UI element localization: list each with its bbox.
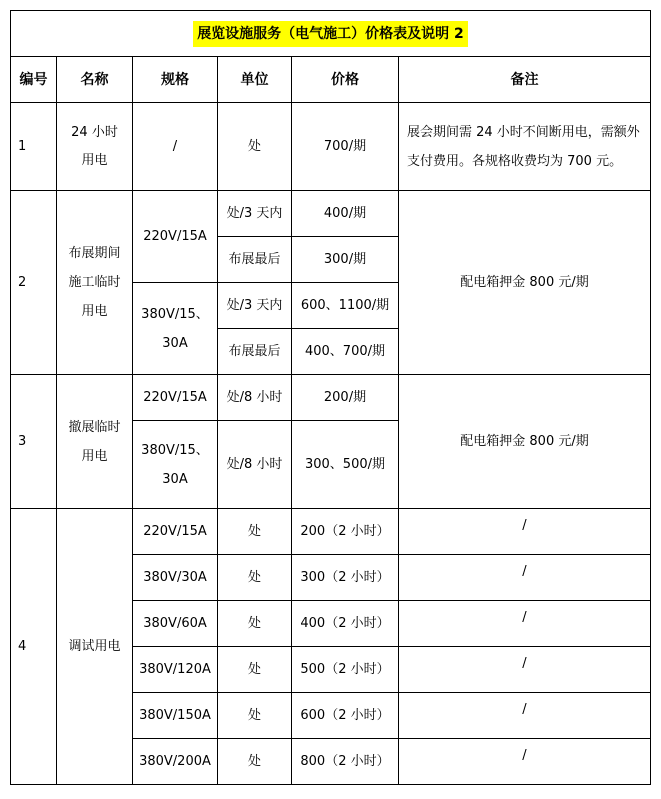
row4-price: 600（2 小时）	[292, 693, 399, 739]
row4-price: 500（2 小时）	[292, 647, 399, 693]
row3-note: 配电箱押金 800 元/期	[399, 375, 651, 509]
header-unit: 单位	[218, 57, 292, 103]
row4-spec: 380V/60A	[133, 601, 218, 647]
row4-price: 200（2 小时）	[292, 509, 399, 555]
table-title: 展览设施服务（电气施工）价格表及说明 2	[193, 21, 468, 47]
row4-note: /	[399, 555, 651, 601]
row4-price: 300（2 小时）	[292, 555, 399, 601]
row2-note: 配电箱押金 800 元/期	[399, 191, 651, 375]
row4-unit: 处	[218, 739, 292, 785]
row2-unit3: 处/3 天内	[218, 283, 292, 329]
row4-note: /	[399, 739, 651, 785]
row4-note: /	[399, 693, 651, 739]
row2-unit1: 处/3 天内	[218, 191, 292, 237]
row3-price1: 200/期	[292, 375, 399, 421]
row2-no: 2	[11, 191, 57, 375]
row2-price1: 400/期	[292, 191, 399, 237]
table-row	[11, 509, 651, 555]
row1-price: 700/期	[292, 103, 399, 191]
row4-unit: 处	[218, 509, 292, 555]
header-price: 价格	[292, 57, 399, 103]
row2-price4: 400、700/期	[292, 329, 399, 375]
row1-unit: 处	[218, 103, 292, 191]
row4-note: /	[399, 601, 651, 647]
row1-note: 展会期间需 24 小时不间断用电，需额外支付费用。各规格收费均为 700 元。	[399, 103, 651, 191]
header-note: 备注	[399, 57, 651, 103]
header-no: 编号	[11, 57, 57, 103]
row3-no: 3	[11, 375, 57, 509]
row2-spec2: 380V/15、 30A	[133, 283, 218, 375]
row2-price3: 600、1100/期	[292, 283, 399, 329]
header-name: 名称	[57, 57, 133, 103]
table-row	[11, 103, 651, 191]
row2-name: 布展期间 施工临时 用电	[57, 191, 133, 375]
row3-spec1: 220V/15A	[133, 375, 218, 421]
row4-unit: 处	[218, 601, 292, 647]
row1-spec: /	[133, 103, 218, 191]
row4-note: /	[399, 509, 651, 555]
row4-note: /	[399, 647, 651, 693]
row3-name: 撤展临时 用电	[57, 375, 133, 509]
row1-no: 1	[11, 103, 57, 191]
row4-spec: 380V/200A	[133, 739, 218, 785]
row4-unit: 处	[218, 693, 292, 739]
row4-spec: 380V/120A	[133, 647, 218, 693]
header-row	[11, 57, 651, 103]
row2-spec1: 220V/15A	[133, 191, 218, 283]
row2-unit2: 布展最后	[218, 237, 292, 283]
row2-price2: 300/期	[292, 237, 399, 283]
row2-unit4: 布展最后	[218, 329, 292, 375]
row4-price: 800（2 小时）	[292, 739, 399, 785]
row4-unit: 处	[218, 647, 292, 693]
row4-price: 400（2 小时）	[292, 601, 399, 647]
title-cell	[11, 11, 651, 57]
header-spec: 规格	[133, 57, 218, 103]
row3-price2: 300、500/期	[292, 421, 399, 509]
price-table	[10, 10, 651, 785]
row3-unit2: 处/8 小时	[218, 421, 292, 509]
row4-spec: 380V/30A	[133, 555, 218, 601]
row3-spec2: 380V/15、 30A	[133, 421, 218, 509]
row3-unit1: 处/8 小时	[218, 375, 292, 421]
row4-spec: 220V/15A	[133, 509, 218, 555]
row4-unit: 处	[218, 555, 292, 601]
table-row	[11, 375, 651, 421]
table-row	[11, 191, 651, 237]
row4-spec: 380V/150A	[133, 693, 218, 739]
row4-name: 调试用电	[57, 509, 133, 785]
row4-no: 4	[11, 509, 57, 785]
row1-name: 24 小时 用电	[57, 103, 133, 191]
title-row	[11, 11, 651, 57]
